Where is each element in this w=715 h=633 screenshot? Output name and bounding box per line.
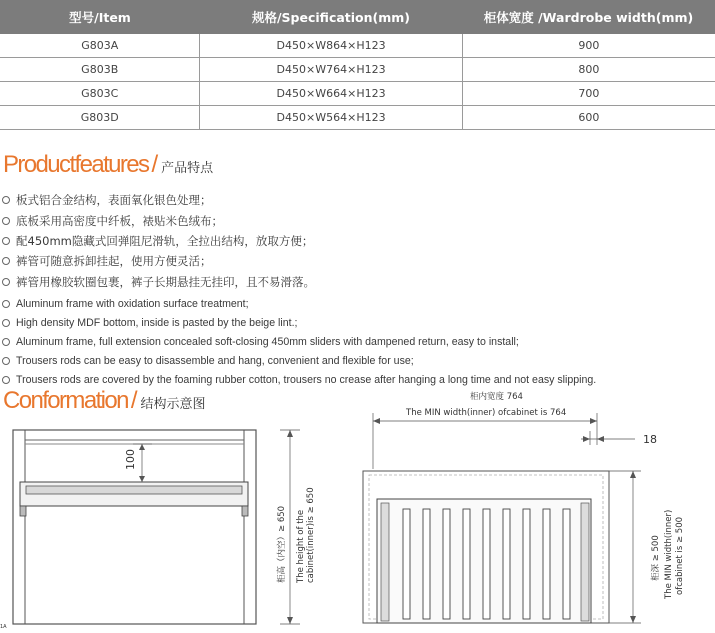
top-view-diagram bbox=[345, 385, 715, 629]
list-item bbox=[2, 313, 596, 332]
cell-spec: D450×W764×H123 bbox=[200, 58, 462, 81]
list-item bbox=[2, 351, 596, 370]
cell-item: G803D bbox=[0, 106, 200, 129]
features-heading bbox=[3, 151, 213, 179]
features-heading-cn: 产品特点 bbox=[161, 161, 214, 176]
list-item bbox=[2, 272, 315, 292]
trouser-rod bbox=[563, 509, 570, 619]
list-item-text: Trousers rods can be easy to disassemble and hang, convenient and flexible for use; bbox=[16, 354, 414, 367]
top-view-svg bbox=[345, 385, 715, 629]
arrow-left-icon bbox=[597, 436, 604, 442]
bullet-circle-icon bbox=[2, 300, 10, 308]
arrow-left-icon bbox=[373, 418, 380, 424]
arrow-down-icon bbox=[139, 476, 145, 482]
depth-label-cn: 柜深 ≥ 500 bbox=[651, 535, 661, 581]
features-heading-en: Productfeatures bbox=[3, 151, 149, 178]
rack-side-left bbox=[381, 503, 389, 621]
width-label-cn: 柜内宽度 764 bbox=[470, 392, 523, 402]
front-view-svg bbox=[0, 418, 320, 629]
list-item-text: High density MDF bottom, inside is pasted by the beige lint.; bbox=[16, 316, 298, 329]
features-heading-slash: / bbox=[151, 151, 159, 178]
list-item bbox=[2, 190, 315, 210]
height-label-cn: 柜高（内空）≥ 650 bbox=[277, 505, 287, 583]
dim-100-label: 100 bbox=[124, 449, 137, 470]
bullet-circle-icon bbox=[2, 376, 10, 384]
table-row bbox=[0, 82, 715, 106]
conformation-heading-en: Conformation bbox=[3, 387, 128, 414]
width-label-en: The MIN width(inner) ofcabinet is 764 bbox=[406, 408, 567, 418]
rack-slider-right bbox=[242, 506, 248, 516]
cell-width: 800 bbox=[578, 63, 600, 76]
dim-18-label: 18 bbox=[643, 433, 657, 446]
list-item-text: Aluminum frame, full extension concealed soft-closing 450mm sliders with dampened return, easy to install; bbox=[16, 335, 519, 348]
cell-spec: D450×W564×H123 bbox=[200, 106, 462, 129]
trouser-rod bbox=[523, 509, 530, 619]
rack-rail bbox=[26, 486, 242, 494]
front-view-diagram bbox=[0, 418, 320, 629]
cell-item: G803C bbox=[0, 82, 200, 105]
list-item bbox=[2, 332, 596, 351]
list-item bbox=[2, 210, 315, 230]
cell-width: 600 bbox=[578, 111, 600, 124]
rack-slider-left bbox=[20, 506, 26, 516]
rack-side-right bbox=[581, 503, 589, 621]
list-item-text: Aluminum frame with oxidation surface treatment; bbox=[16, 297, 249, 310]
bullet-circle-icon bbox=[2, 237, 10, 245]
bullet-circle-icon bbox=[2, 357, 10, 365]
depth-label-en-1: The MIN width(inner) bbox=[664, 509, 674, 599]
trouser-rod bbox=[423, 509, 430, 619]
trouser-rod bbox=[543, 509, 550, 619]
conformation-heading bbox=[3, 387, 206, 415]
list-item bbox=[2, 231, 315, 251]
bullet-circle-icon bbox=[2, 338, 10, 346]
list-item-text: 裤管用橡胶软圈包裹，裤子长期悬挂无挂印，且不易滑落。 bbox=[16, 274, 315, 289]
trouser-rod bbox=[443, 509, 450, 619]
cell-spec: D450×W664×H123 bbox=[200, 82, 462, 105]
list-item-text: 板式铝合金结构，表面氧化银色处理； bbox=[16, 193, 212, 208]
list-item-text: 底板采用高密度中纤板，裱贴米色绒布； bbox=[16, 213, 223, 228]
bullet-circle-icon bbox=[2, 196, 10, 204]
conformation-heading-cn: 结构示意图 bbox=[140, 397, 206, 412]
conformation-heading-slash: / bbox=[130, 387, 138, 414]
list-item-text: Trousers rods are covered by the foaming rubber cotton, trousers no crease after hanging a long time and not easy slipping. bbox=[16, 373, 597, 386]
features-list-cn bbox=[2, 190, 315, 292]
arrow-right-icon bbox=[583, 436, 590, 442]
header-wardrobe-width: 柜体宽度 /Wardrobe width(mm) bbox=[483, 10, 694, 25]
list-item bbox=[2, 251, 315, 271]
table-row bbox=[0, 106, 715, 130]
features-list-en bbox=[2, 294, 596, 389]
arrow-up-icon bbox=[139, 444, 145, 450]
trouser-rod bbox=[403, 509, 410, 619]
cell-item: G803A bbox=[0, 34, 200, 57]
trouser-rod bbox=[503, 509, 510, 619]
table-header bbox=[0, 0, 715, 34]
spec-table bbox=[0, 0, 715, 130]
trouser-rod bbox=[483, 509, 490, 619]
arrow-right-icon bbox=[590, 418, 597, 424]
list-item-text: 裤管可随意拆卸挂起，使用方便灵活； bbox=[16, 254, 212, 269]
list-item-text: 配450mm隐藏式回弹阻尼滑轨，全拉出结构，放取方便； bbox=[16, 233, 314, 248]
height-label-en-2: cabinet(inner)is ≥ 650 bbox=[306, 487, 316, 583]
arrow-up-icon bbox=[287, 430, 293, 437]
arrow-up-icon bbox=[630, 471, 636, 478]
bullet-circle-icon bbox=[2, 257, 10, 265]
bullet-circle-icon bbox=[2, 278, 10, 286]
bullet-circle-icon bbox=[2, 319, 10, 327]
table-row bbox=[0, 34, 715, 58]
header-item: 型号/Item bbox=[69, 10, 131, 25]
list-item bbox=[2, 294, 596, 313]
bullet-circle-icon bbox=[2, 217, 10, 225]
height-label-en-1: The height of the bbox=[296, 509, 306, 583]
cell-item: G803B bbox=[0, 58, 200, 81]
corner-mark: 1A bbox=[0, 624, 7, 629]
cell-width: 700 bbox=[578, 87, 600, 100]
header-specification: 规格/Specification(mm) bbox=[251, 10, 411, 25]
cell-width: 900 bbox=[578, 39, 600, 52]
arrow-down-icon bbox=[630, 616, 636, 623]
cell-spec: D450×W864×H123 bbox=[200, 34, 462, 57]
table-row bbox=[0, 58, 715, 82]
arrow-down-icon bbox=[287, 617, 293, 624]
depth-label-en-2: ofcabinet is ≥ 500 bbox=[675, 516, 685, 595]
trouser-rod bbox=[463, 509, 470, 619]
